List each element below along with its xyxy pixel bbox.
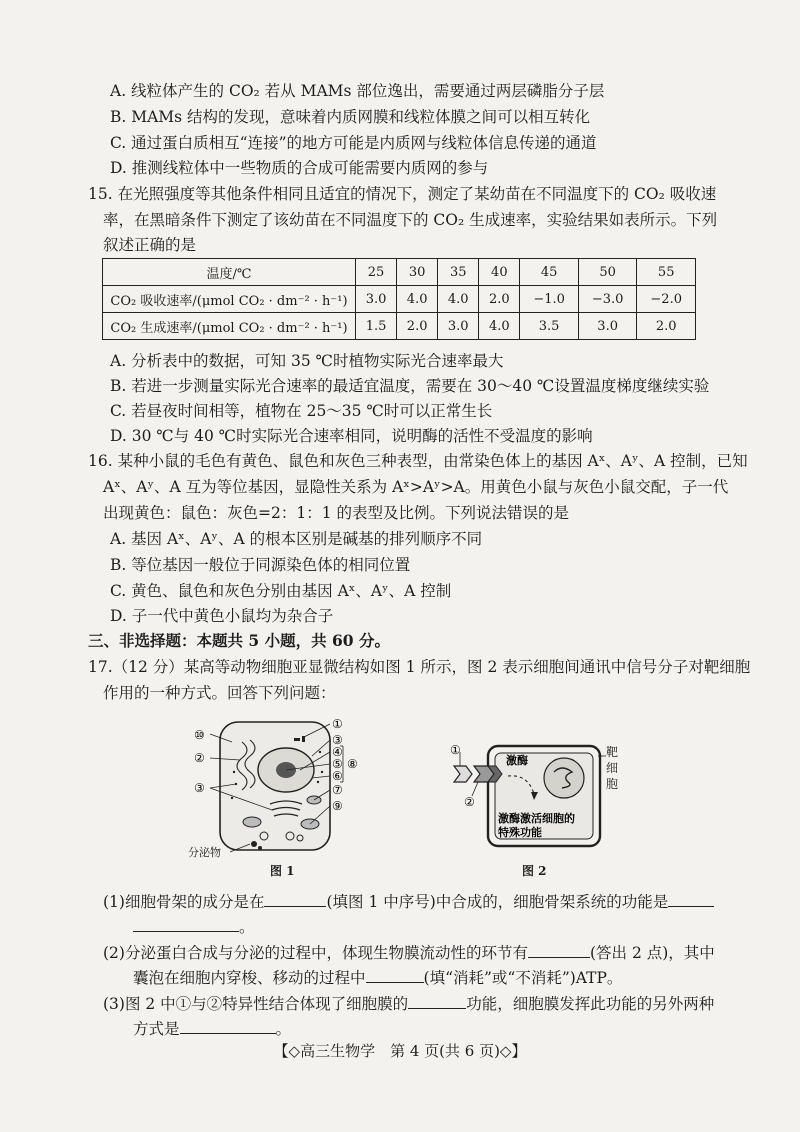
q17-sub3-part-2: 功能，细胞膜发挥此功能的另外两种: [466, 995, 715, 1013]
fig2-function-line-2: 特殊功能: [498, 826, 542, 839]
table-row: [103, 313, 696, 340]
table-cell: −2.0: [637, 286, 696, 313]
table-cell: 4.0: [397, 286, 438, 313]
table-row-label: CO₂ 生成速率/(μmol CO₂ · dm⁻² · h⁻¹): [103, 313, 356, 340]
table-cell: 3.0: [356, 286, 397, 313]
table-header-label: 温度/℃: [103, 259, 356, 286]
table-temp: 40: [479, 259, 520, 286]
fig1-label: ⑤: [332, 757, 343, 771]
table-row-label: CO₂ 吸收速率/(μmol CO₂ · dm⁻² · h⁻¹): [103, 286, 356, 313]
q15-option-a: A. 分析表中的数据，可知 35 ℃时植物实际光合速率最大: [110, 352, 504, 370]
fig1-label: ①: [332, 717, 343, 731]
q14-option-a: A. 线粒体产生的 CO₂ 若从 MAMs 部位逸出，需要通过两层磷脂分子层: [110, 82, 605, 100]
table-cell: 4.0: [438, 286, 479, 313]
q15-stem-line-1: 15. 在光照强度等其他条件相同且适宜的情况下，测定了某幼苗在不同温度下的 CO₂ 吸收速: [88, 185, 717, 203]
fig2-function-line-1: 激酶激活细胞的: [498, 812, 575, 825]
table-temp: 25: [356, 259, 397, 286]
table-cell: −1.0: [520, 286, 579, 313]
q16-option-d: D. 子一代中黄色小鼠均为杂合子: [110, 607, 334, 625]
table-cell: 1.5: [356, 313, 397, 340]
section-title: 三、非选择题：本题共 5 小题，共 60 分。: [88, 631, 390, 650]
fig1-label: ③: [194, 781, 205, 795]
q15-option-c: C. 若昼夜时间相等，植物在 25～35 ℃时可以正常生长: [110, 402, 493, 420]
fig1-label: ⑥: [332, 769, 343, 783]
q15-option-b: B. 若进一步测量实际光合速率的最适宜温度，需要在 30～40 ℃设置温度梯度继续实验: [110, 377, 710, 395]
table-cell: 4.0: [479, 313, 520, 340]
q17-sub2-part-4: (填“消耗”或“不消耗”)ATP。: [423, 969, 623, 987]
table-temp: 35: [438, 259, 479, 286]
figure-1-cell-diagram: [190, 712, 370, 862]
table-cell: 2.0: [479, 286, 520, 313]
fig1-caption: 图 1: [270, 864, 295, 878]
centriole: [294, 738, 300, 741]
fig2-target-cell-label: 靶细胞: [606, 745, 619, 791]
answer-blank[interactable]: [408, 992, 466, 1009]
q17-sub1-part-2: (填图 1 中序号)中合成的，细胞骨架系统的功能是: [326, 893, 669, 911]
q17-sub2-part-2: (答出 2 点)，其中: [589, 944, 715, 962]
q17-sub2-line-2: [133, 966, 622, 989]
q16-option-a: A. 基因 Aˣ、Aʸ、A 的根本区别是碱基的排列顺序不同: [110, 530, 483, 548]
q15-option-d: D. 30 ℃与 40 ℃时实际光合速率相同，说明酶的活性不受温度的影响: [110, 427, 593, 445]
table-temp: 30: [397, 259, 438, 286]
q16-stem-line-2: Aˣ、Aʸ、A 互为等位基因，显隐性关系为 Aˣ>Aʸ>A。用黄色小鼠与灰色小鼠交配，子一代: [103, 478, 729, 496]
q16-stem-line-1: 16. 某种小鼠的毛色有黄色、鼠色和灰色三种表型，由常染色体上的基因 Aˣ、Aʸ、A 控制，已知: [88, 452, 748, 470]
q14-option-c: C. 通过蛋白质相互“连接”的地方可能是内质网与线粒体信息传递的通道: [110, 134, 597, 152]
table-cell: 3.0: [578, 313, 637, 340]
table-temp: 55: [637, 259, 696, 286]
q17-sub1-line-1: [103, 890, 714, 913]
fig2-label-2: ②: [464, 795, 475, 809]
answer-blank[interactable]: [264, 890, 326, 907]
table-cell: 3.0: [438, 313, 479, 340]
mitochondrion: [243, 817, 261, 827]
q17-sub2-part-1: (2)分泌蛋白合成与分泌的过程中，体现生物膜流动性的环节有: [103, 944, 528, 962]
q17-sub3-part-1: (3)图 2 中①与②特异性结合体现了细胞膜的: [103, 995, 409, 1013]
answer-blank[interactable]: [133, 915, 239, 932]
q17-sub1-line-2: [133, 915, 255, 938]
q17-sub1-part-3: 。: [239, 918, 255, 936]
q17-sub2-part-3: 囊泡在细胞内穿梭、移动的过程中: [133, 969, 366, 987]
q17-sub3-part-4: 。: [275, 1020, 292, 1038]
table-temp: 45: [520, 259, 579, 286]
fig1-label: ③: [332, 733, 343, 747]
target-nucleus: [544, 758, 584, 798]
q16-stem-line-3: 出现黄色：鼠色：灰色=2：1：1 的表型及比例。下列说法错误的是: [103, 504, 570, 522]
signal-molecule: [454, 766, 472, 782]
q16-option-b: B. 等位基因一般位于同源染色体的相同位置: [110, 556, 411, 574]
q17-sub2-line-1: [103, 941, 715, 964]
table-temp: 50: [578, 259, 637, 286]
answer-blank[interactable]: [528, 941, 590, 958]
table-cell: 2.0: [637, 313, 696, 340]
q14-option-d: D. 推测线粒体中一些物质的合成可能需要内质网的参与: [110, 159, 489, 177]
fig2-kinase-label: 激酶: [506, 754, 528, 767]
fig1-label: ⑦: [332, 783, 343, 797]
q17-sub3-part-3: 方式是: [133, 1020, 180, 1038]
q17-sub3-line-1: [103, 992, 714, 1015]
fig2-caption: 图 2: [522, 864, 547, 878]
table-cell: 3.5: [520, 313, 579, 340]
figure-2-signaling-diagram: [450, 742, 620, 860]
table-header-row: [103, 259, 696, 286]
table-row: [103, 286, 696, 313]
secretion-particle: [258, 846, 262, 850]
fig2-label-1: ①: [450, 743, 461, 757]
q16-option-c: C. 黄色、鼠色和灰色分别由基因 Aˣ、Aʸ、A 控制: [110, 582, 452, 600]
q17-sub3-line-2: [133, 1017, 291, 1040]
q14-option-b: B. MAMs 结构的发现，意味着内质网膜和线粒体膜之间可以相互转化: [110, 108, 591, 126]
fig1-label: ⑩: [194, 728, 205, 742]
answer-blank[interactable]: [668, 890, 714, 907]
page-footer: 【◇高三生物学 第 4 页(共 6 页)◇】: [273, 1042, 527, 1060]
answer-blank[interactable]: [180, 1017, 276, 1034]
q17-stem-line-1: 17.（12 分）某高等动物细胞亚显微结构如图 1 所示，图 2 表示细胞间通讯中信号分子对靶细胞: [88, 658, 751, 676]
q15-stem-line-3: 叙述正确的是: [103, 236, 197, 254]
table-cell: 2.0: [397, 313, 438, 340]
fig1-label: ⑧: [347, 757, 358, 771]
q17-sub1-part-1: (1)细胞骨架的成分是在: [103, 893, 265, 911]
q15-stem-line-2: 率，在黑暗条件下测定了该幼苗在不同温度下的 CO₂ 生成速率，实验结果如表所示。下列: [103, 211, 718, 229]
fig1-label: ②: [194, 751, 205, 765]
answer-blank[interactable]: [366, 966, 424, 983]
q15-data-table: [102, 258, 696, 340]
table-cell: −3.0: [578, 286, 637, 313]
fig1-label: ⑨: [332, 799, 343, 813]
fig1-label: ④: [332, 745, 343, 759]
fig1-secretion-label: 分泌物: [188, 846, 221, 859]
q17-stem-line-2: 作用的一种方式。回答下列问题：: [103, 684, 336, 702]
secretion-particle: [251, 841, 257, 847]
